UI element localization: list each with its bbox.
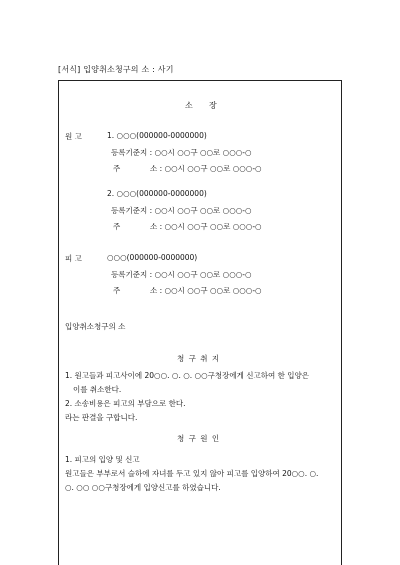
plaintiff-2-registration: 등록기준지 : ○○시 ○○구 ○○로 ○○○-○ [111,206,252,215]
claim-purpose-line-2: 2. 소송비용은 피고의 부담으로 한다. [65,399,186,408]
plaintiff-1-address: 소 : ○○시 ○○구 ○○로 ○○○-○ [150,164,262,173]
defendant-role-label: 피 고 [65,254,82,263]
claim-cause-line-2: ○. ○○ ○○구청장에게 입양신고를 하였습니다. [65,483,221,492]
doc-title-jang: 장 [209,101,218,110]
plaintiff-1-address-label: 주 [113,164,121,173]
plaintiff-2-name: 2. ○○○(000000-0000000) [107,189,207,198]
claim-cause-line-1: 원고들은 부부로서 슬하에 자녀를 두고 있지 않아 피고를 입양하여 20○○. ○. [65,469,319,478]
case-name: 입양취소청구의 소 [65,322,126,331]
claim-purpose-line-3: 라는 판결을 구합니다. [65,413,138,422]
plaintiff-1-registration: 등록기준지 : ○○시 ○○구 ○○로 ○○○-○ [111,148,252,157]
defendant-name: ○○○(000000-0000000) [107,253,198,262]
claim-cause-subheading-1: 1. 피고의 입양 및 신고 [65,455,140,464]
doc-title-so: 소 [185,101,194,110]
complaint-document [58,80,342,565]
form-caption: [서식] 입양취소청구의 소 : 사기 [58,65,174,74]
claim-purpose-line-1b: 이를 취소한다. [73,385,122,394]
claim-purpose-line-1: 1. 원고들과 피고사이에 20○○. ○. ○. ○○구청장에게 신고하여 한 입양은 [65,371,309,380]
plaintiff-2-address: 소 : ○○시 ○○구 ○○로 ○○○-○ [150,222,262,231]
plaintiff-1-name: 1. ○○○(000000-0000000) [107,131,207,140]
claim-cause-heading: 청 구 원 인 [177,434,221,443]
plaintiff-role-label: 원 고 [65,132,82,141]
defendant-address: 소 : ○○시 ○○구 ○○로 ○○○-○ [150,286,262,295]
defendant-address-label: 주 [113,286,121,295]
plaintiff-2-address-label: 주 [113,222,121,231]
defendant-registration: 등록기준지 : ○○시 ○○구 ○○로 ○○○-○ [111,270,252,279]
claim-purpose-heading: 청 구 취 지 [177,354,221,363]
